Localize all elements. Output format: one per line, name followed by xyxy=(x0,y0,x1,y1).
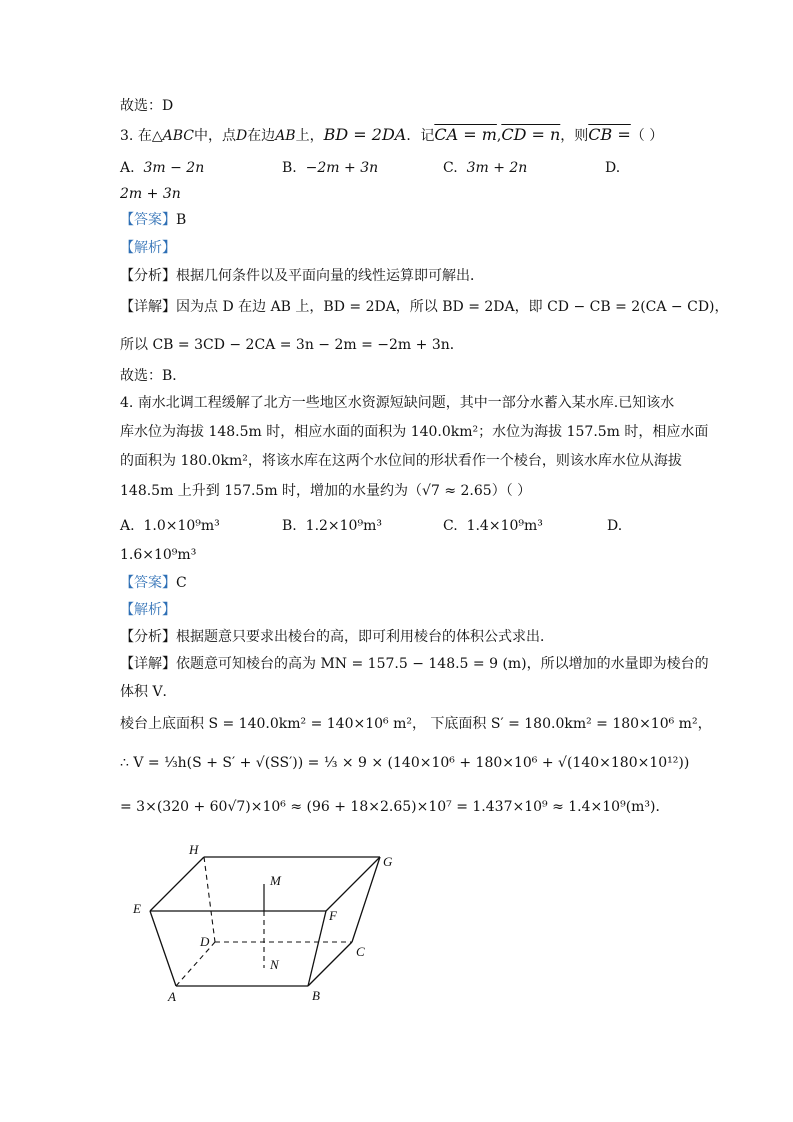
detail-line-1 xyxy=(120,297,729,317)
edge-label: AB xyxy=(275,128,296,144)
option-d-text: 2m + 3n xyxy=(120,186,181,202)
vector-question: CB = xyxy=(588,125,631,144)
detail-line-3: 棱台上底面积 S = 140.0km² = 140×10⁶ m²， 下底面积 S′ = 180.0km² = 180×10⁶ m²， xyxy=(120,716,712,732)
detail-line-1 xyxy=(120,654,709,674)
detail-text: 依题意可知棱台的高为 MN = 157.5 − 148.5 = 9 (m)，所以增加的水量即为棱台的 xyxy=(176,656,709,672)
option-d: D. xyxy=(605,160,621,176)
label-g: G xyxy=(383,854,393,869)
stem-text: ，则 xyxy=(560,128,589,144)
option-a: A. 1.0×10⁹m³ xyxy=(120,518,220,534)
conclusion-line: 故选：B． xyxy=(120,368,187,384)
previous-answer: 故选：D xyxy=(120,98,174,114)
edge-hd-hidden xyxy=(204,857,215,942)
stem-text: 南水北调工程缓解了北方一些地区水资源短缺问题，其中一部分水蓄入某水库.已知该水 xyxy=(137,395,675,411)
fenxi-tag: 【分析】 xyxy=(120,629,176,645)
option-b: B. −2m + 3n xyxy=(282,160,379,176)
stem-text: 在 xyxy=(137,128,152,144)
edge-ea xyxy=(150,911,176,986)
edge-ad-hidden xyxy=(176,942,215,986)
point-label: D xyxy=(235,128,248,144)
detail-text: 因为点 D 在边 AB 上，BD = 2DA，所以 BD = 2DA，即 CD − CB = 2(CA − CD)， xyxy=(176,299,729,315)
detail-line-4: ∴ V = ⅓h(S + S′ + √(SS′)) = ⅓ × 9 × (140×10⁶ + 180×10⁶ + √(140×180×10¹²)) xyxy=(120,755,690,771)
label-d: D xyxy=(200,934,210,949)
detail-line-5: = 3×(320 + 60√7)×10⁶ ≈ (96 + 18×2.65)×10⁷ = 1.437×10⁹ ≈ 1.4×10⁹(m³)． xyxy=(120,799,670,815)
answer-value: B xyxy=(176,212,187,228)
vector-definition: CA = m xyxy=(434,125,497,144)
label-f: F xyxy=(329,908,337,923)
option-d-text: 1.6×10⁹m³ xyxy=(120,547,197,563)
question-4-stem-4: 148.5m 上升到 157.5m 时，增加的水量约为（√7 ≈ 2.65）（ ） xyxy=(120,483,532,499)
detail-tag: 【详解】 xyxy=(120,299,176,315)
edge-gf xyxy=(326,857,380,911)
stem-text: 在边 xyxy=(247,128,276,144)
vector-definition: CD = n xyxy=(501,125,561,144)
question-number: 4. xyxy=(120,395,134,411)
stem-text: 上， xyxy=(295,128,324,144)
question-4-stem-3: 的面积为 180.0km²，将该水库在这两个水位间的形状看作一个棱台，则该水库水位从海拔 xyxy=(120,453,682,469)
answer-line xyxy=(120,210,186,230)
fenxi-text: 根据几何条件以及平面向量的线性运算即可解出． xyxy=(176,268,484,284)
question-number: 3. xyxy=(120,128,134,144)
edge-he xyxy=(150,857,204,911)
option-a: A. 3m − 2n xyxy=(120,160,205,176)
label-h: H xyxy=(189,842,199,857)
triangle-name: △ABC xyxy=(151,128,194,144)
analysis-tag: 【解析】 xyxy=(120,602,176,618)
option-d: D. xyxy=(607,518,623,534)
edge-gc xyxy=(352,857,380,942)
fenxi-tag: 【分析】 xyxy=(120,268,176,284)
detail-line-2: 所以 CB = 3CD − 2CA = 3n − 2m = −2m + 3n． xyxy=(120,337,464,353)
edge-fb xyxy=(308,911,326,986)
question-4-stem-2: 库水位为海拔 148.5m 时，相应水面的面积为 140.0km²；水位为海拔 157.5m 时，相应水面 xyxy=(120,424,709,440)
label-e: E xyxy=(133,901,141,916)
answer-tag: 【答案】 xyxy=(120,212,176,228)
answer-line xyxy=(120,573,187,593)
fenxi-text: 根据题意只要求出棱台的高，即可利用棱台的体积公式求出． xyxy=(176,629,554,645)
option-b: B. 1.2×10⁹m³ xyxy=(282,518,382,534)
option-c: C. 1.4×10⁹m³ xyxy=(443,518,543,534)
analysis-tag: 【解析】 xyxy=(120,240,176,256)
label-n: N xyxy=(270,957,279,972)
stem-text: 中，点 xyxy=(193,128,236,144)
label-c: C xyxy=(356,944,365,959)
stem-text: ．记 xyxy=(406,128,435,144)
label-b: B xyxy=(312,988,320,1003)
answer-tag: 【答案】 xyxy=(120,575,176,591)
condition-formula: BD = 2DA xyxy=(323,125,407,144)
analysis-line xyxy=(120,627,554,647)
question-4-stem-1 xyxy=(120,393,674,413)
question-3-stem: 3. 在△ABC中，点D在边AB上，BD = 2DA．记CA = m,CD = n，则CB =（ ） xyxy=(120,125,664,144)
detail-tag: 【详解】 xyxy=(120,656,176,672)
option-c: C. 3m + 2n xyxy=(443,160,528,176)
detail-line-2: 体积 V． xyxy=(120,684,177,700)
edge-bc xyxy=(308,942,352,986)
answer-value: C xyxy=(176,575,187,591)
analysis-line xyxy=(120,266,484,286)
answer-bracket: （ ） xyxy=(630,128,664,144)
label-m: M xyxy=(270,873,281,888)
label-a: A xyxy=(168,989,176,1004)
